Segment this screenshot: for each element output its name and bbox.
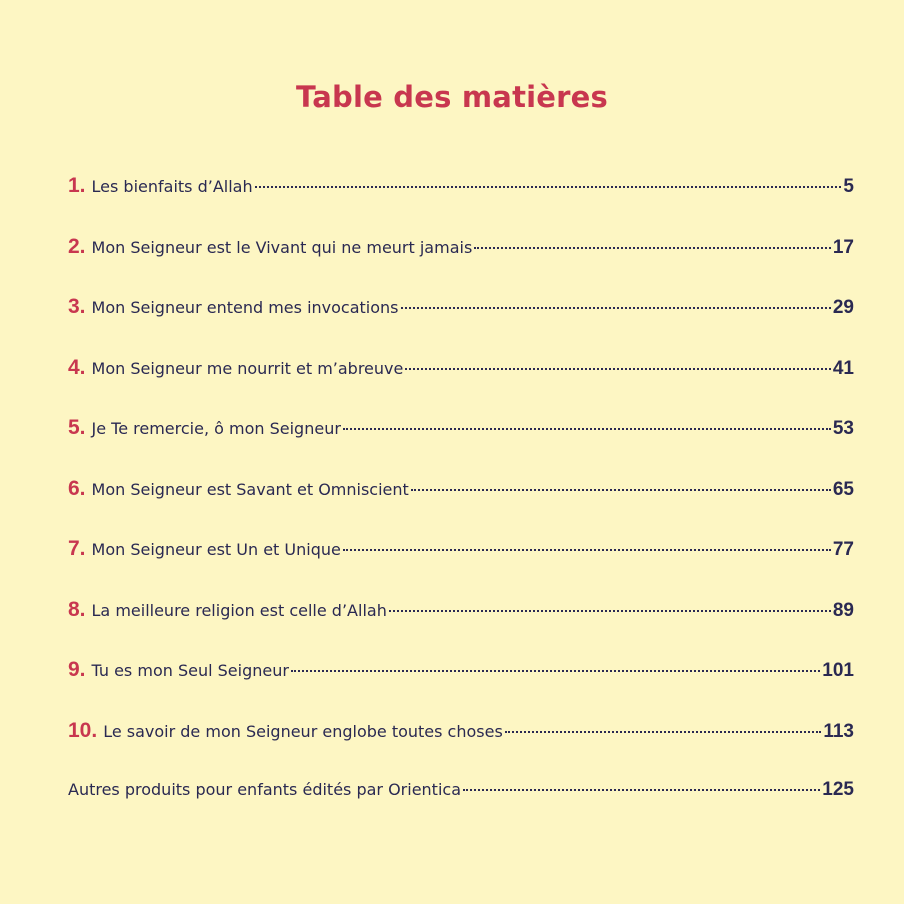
entry-page: 41 [832, 357, 854, 379]
dot-leader [343, 549, 831, 551]
dot-leader [411, 489, 831, 491]
toc-entry-extra[interactable] [68, 779, 854, 840]
entry-page: 53 [832, 418, 854, 439]
toc-entry-7[interactable] [68, 537, 854, 598]
dot-leader [343, 428, 831, 430]
table-of-contents [68, 174, 854, 840]
entry-page: 89 [832, 599, 854, 621]
entry-page: 5 [843, 176, 854, 197]
toc-entry-4[interactable] [68, 356, 854, 417]
toc-entry-5[interactable] [68, 416, 854, 477]
entry-label: Les bienfaits d’Allah [91, 177, 253, 196]
entry-page: 17 [832, 236, 854, 258]
dot-leader [401, 307, 831, 309]
entry-label: Mon Seigneur me nourrit et m’abreuve [91, 358, 404, 378]
entry-number: 6. [68, 476, 86, 500]
dot-leader [291, 670, 820, 672]
dot-leader [255, 186, 842, 188]
dot-leader [389, 610, 831, 612]
entry-page: 125 [822, 779, 854, 800]
dot-leader [405, 368, 831, 370]
entry-page: 29 [832, 297, 854, 318]
dot-leader [463, 789, 820, 791]
entry-label: La meilleure religion est celle d’Allah [91, 600, 387, 620]
entry-label: Le savoir de mon Seigneur englobe toutes choses [103, 721, 503, 741]
entry-label: Mon Seigneur est Un et Unique [91, 540, 341, 559]
entry-number: 4. [68, 355, 86, 379]
entry-number: 5. [68, 416, 86, 439]
entry-number: 10. [68, 718, 98, 742]
page-title: Table des matières [296, 80, 608, 114]
entry-page: 65 [832, 478, 854, 500]
entry-label: Tu es mon Seul Seigneur [91, 661, 289, 680]
entry-number: 8. [68, 597, 86, 621]
entry-label: Mon Seigneur entend mes invocations [91, 298, 399, 317]
entry-number: 3. [68, 295, 86, 318]
dot-leader [505, 731, 822, 733]
toc-entry-8[interactable] [68, 598, 854, 659]
entry-number: 9. [68, 658, 86, 681]
entry-label: Mon Seigneur est le Vivant qui ne meurt jamais [91, 237, 473, 257]
entry-page: 101 [822, 660, 854, 681]
toc-entry-6[interactable] [68, 477, 854, 538]
entry-label: Autres produits pour enfants édités par Orientica [68, 780, 461, 799]
entry-number: 7. [68, 537, 86, 560]
entry-page: 113 [823, 720, 854, 742]
entry-number: 2. [68, 234, 86, 258]
toc-entry-3[interactable] [68, 295, 854, 356]
entry-label: Je Te remercie, ô mon Seigneur [91, 419, 341, 438]
toc-entry-9[interactable] [68, 658, 854, 719]
dot-leader [474, 247, 831, 249]
entry-page: 77 [832, 539, 854, 560]
toc-entry-2[interactable] [68, 235, 854, 296]
toc-entry-1[interactable] [68, 174, 854, 235]
toc-entry-10[interactable] [68, 719, 854, 780]
entry-label: Mon Seigneur est Savant et Omniscient [91, 479, 409, 499]
entry-number: 1. [68, 174, 86, 197]
